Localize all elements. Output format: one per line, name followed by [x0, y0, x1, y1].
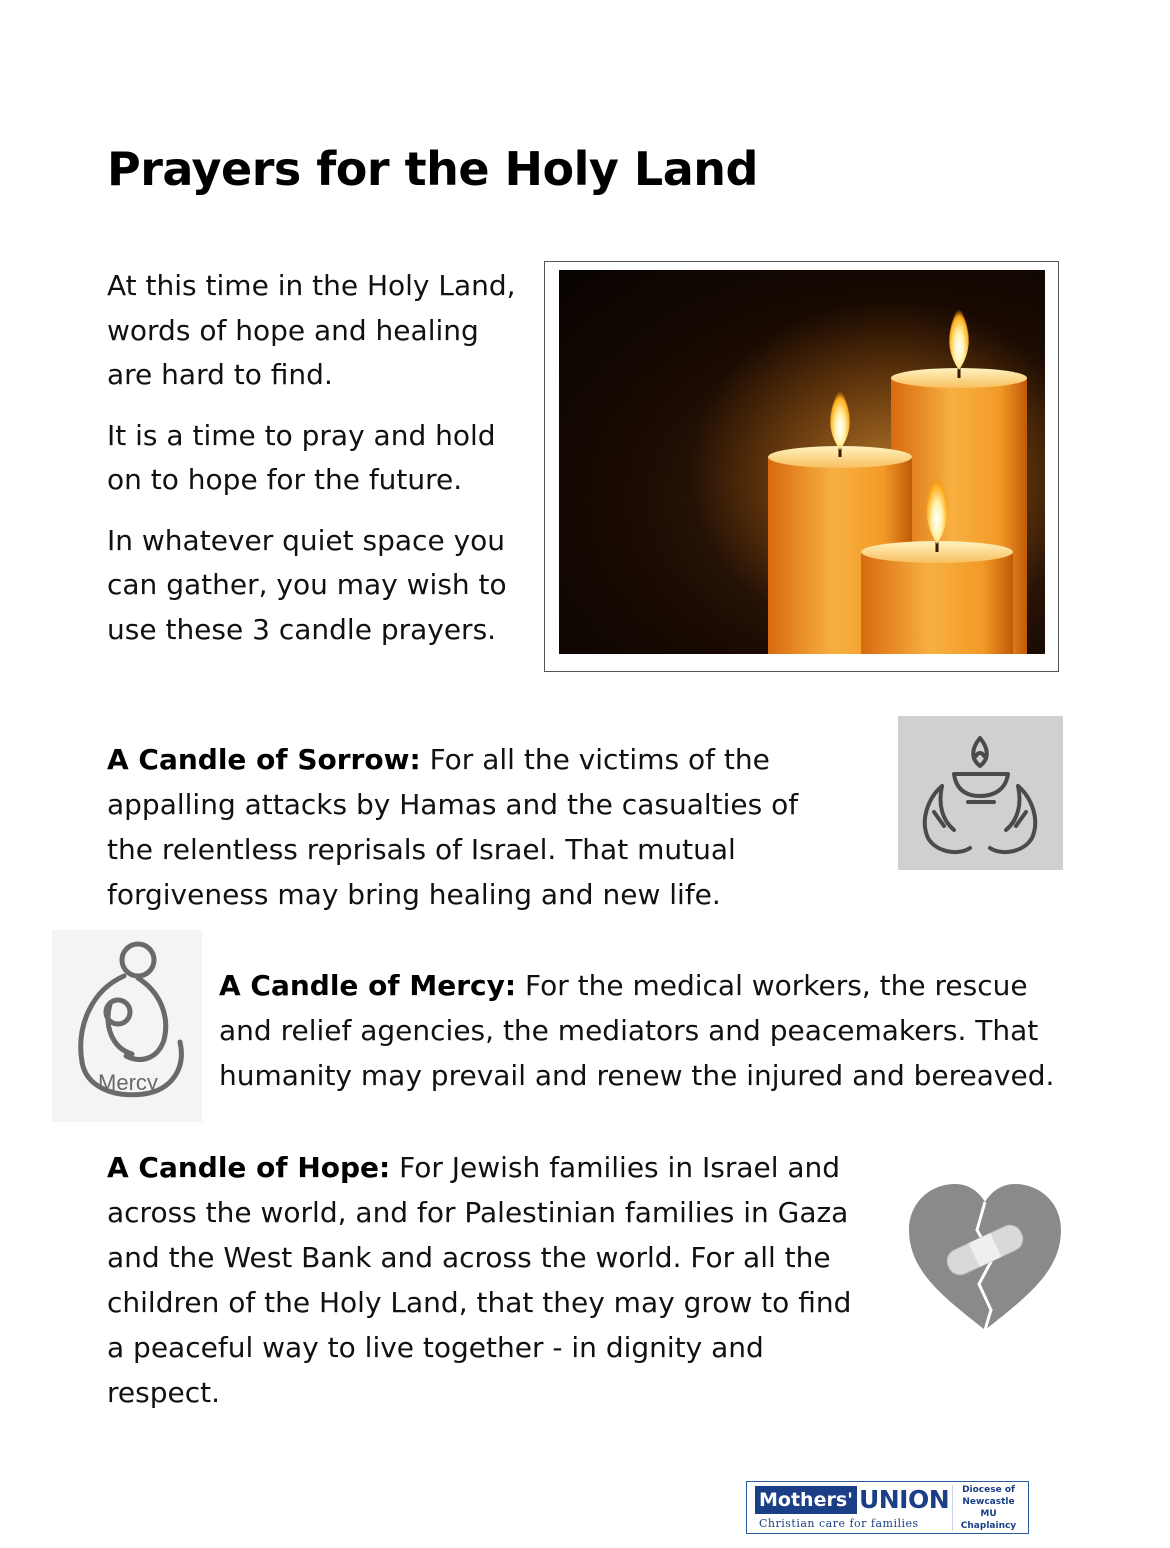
candles-illustration: [559, 270, 1045, 654]
candle-photo-frame: [544, 261, 1059, 672]
mu-logo-brand: [753, 1485, 949, 1531]
prayer-text: For Jewish families in Israel and across the world, and for Palestinian families in Gaza and the West Bank and across the world. For all the children of the Holy Land, that they may grow to find a peaceful way to live together - in dignity and respect.: [107, 1151, 852, 1409]
mercy-icon: [52, 930, 202, 1122]
mu-diocese-line: Newcastle: [962, 1497, 1015, 1507]
prayer-heading: A Candle of Mercy:: [219, 969, 517, 1002]
prayer-hope: [107, 1145, 877, 1415]
prayer-text: For the medical workers, the rescue and relief agencies, the mediators and peacemakers. That humanity may prevail and renew the injured and bereaved.: [219, 969, 1055, 1092]
mercy-icon-label: Mercy: [98, 1070, 158, 1095]
prayer-mercy: [219, 963, 1079, 1098]
intro-paragraph: In whatever quiet space you can gather, you may wish to use these 3 candle prayers.: [107, 523, 507, 646]
intro-paragraph: It is a time to pray and hold on to hope for the future.: [107, 418, 496, 496]
mothers-union-logo: [746, 1481, 1029, 1534]
candle-photo: [559, 270, 1045, 654]
mu-logo-tagline: Christian care for families: [759, 1517, 919, 1530]
mended-heart-icon: [905, 1180, 1065, 1332]
prayer-heading: A Candle of Sorrow:: [107, 743, 421, 776]
intro-text: [107, 264, 527, 668]
intro-paragraph: At this time in the Holy Land, words of hope and healing are hard to find.: [107, 269, 516, 391]
mu-logo-mothers: Mothers': [755, 1486, 857, 1514]
mu-diocese-line: MU Chaplaincy: [960, 1509, 1017, 1531]
prayer-text: For all the victims of the appalling attacks by Hamas and the casualties of the relentless reprisals of Israel. That mutual forgiveness may bring healing and new life.: [107, 743, 799, 911]
hands-candle-icon: [898, 716, 1063, 870]
prayer-sorrow: [107, 737, 847, 917]
page-title: Prayers for the Holy Land: [107, 142, 758, 196]
mu-logo-union: UNION: [858, 1485, 950, 1514]
mu-diocese-line: Diocese of: [962, 1485, 1015, 1495]
mu-logo-diocese: [952, 1485, 1024, 1531]
prayer-heading: A Candle of Hope:: [107, 1151, 391, 1184]
